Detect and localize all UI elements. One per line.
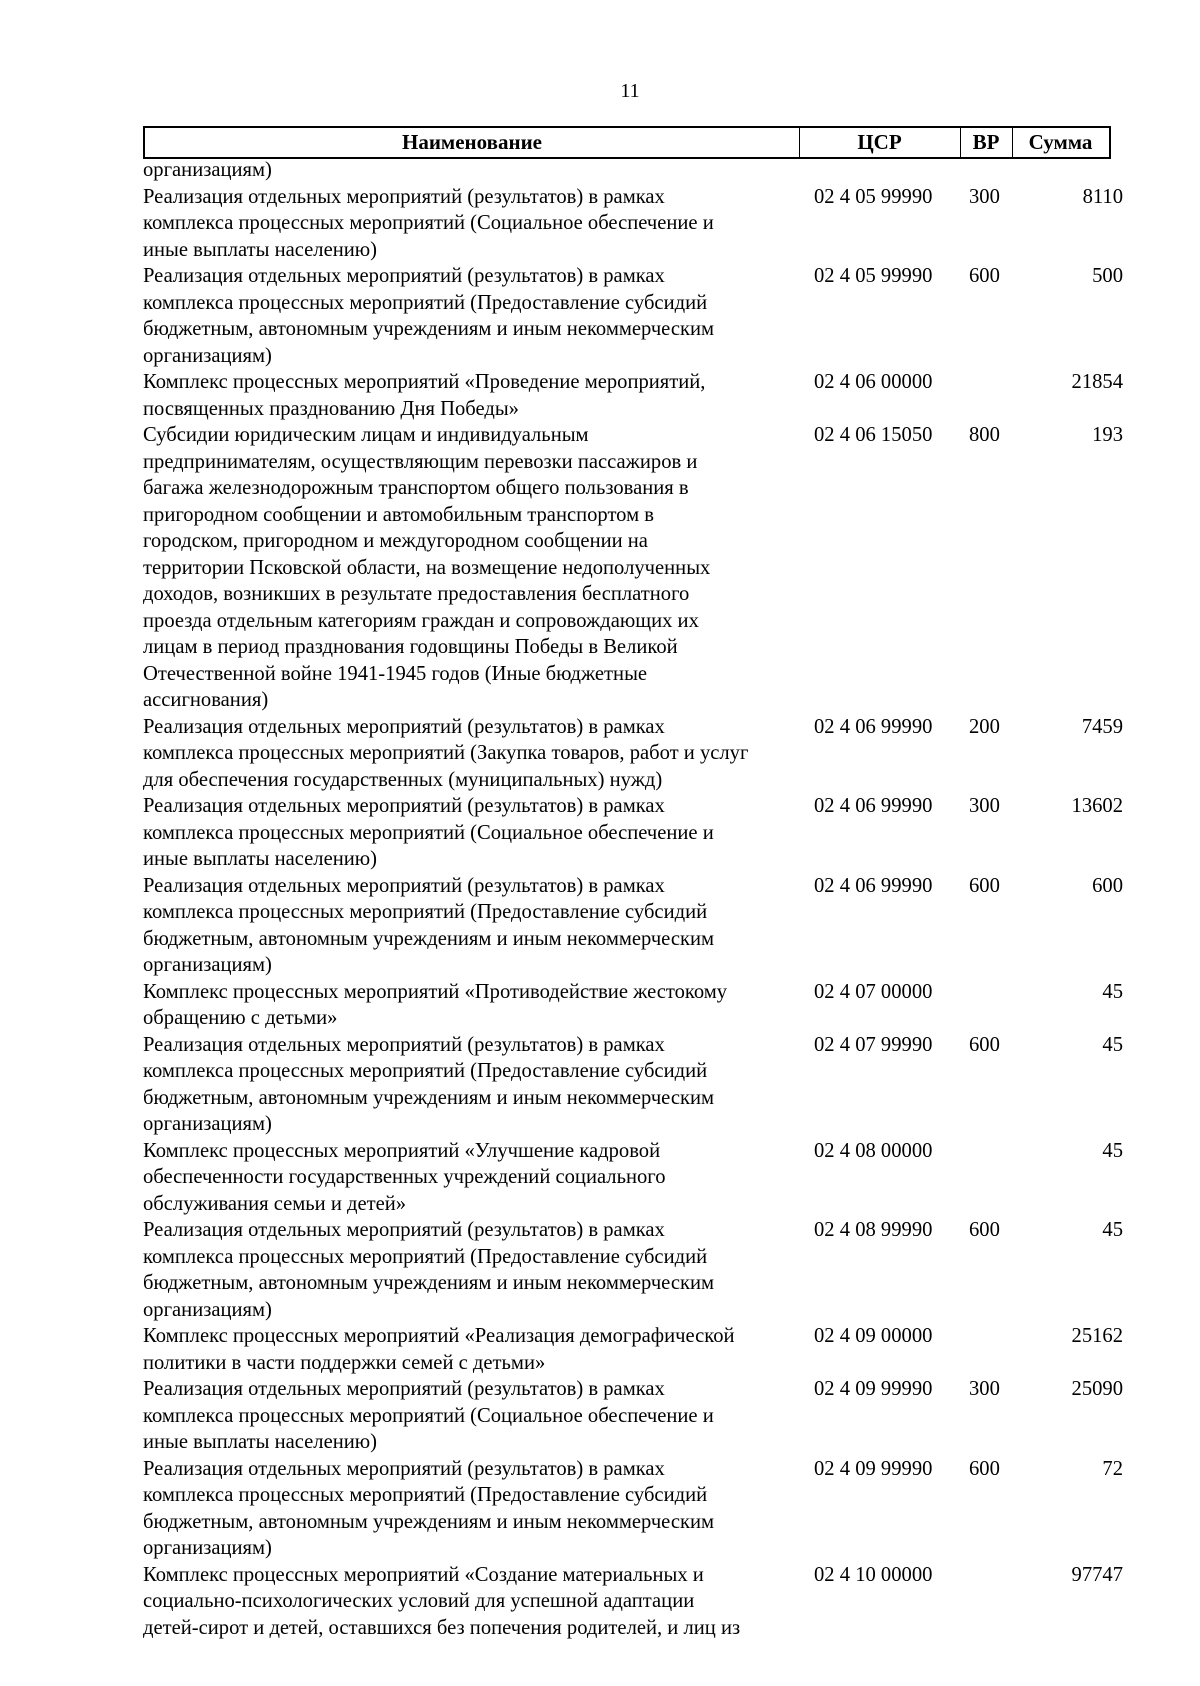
row-name xyxy=(143,1376,793,1456)
header-csr: ЦСР xyxy=(799,128,961,157)
header-name: Наименование xyxy=(145,128,800,157)
row-vr: 600 xyxy=(969,1219,1000,1241)
row-name xyxy=(143,1456,793,1562)
row-sum: 45 xyxy=(1102,1219,1123,1241)
row-name-line: иные выплаты населению) xyxy=(143,238,378,261)
table-row xyxy=(143,1217,1123,1323)
row-name-line: организациям) xyxy=(143,954,272,976)
row-name-line: комплекса процессных мероприятий (Социальное обеспечение и xyxy=(143,821,714,844)
table-row xyxy=(143,263,1123,369)
row-csr: 02 4 05 99990 xyxy=(814,185,933,208)
row-name-line: обращению с детьми» xyxy=(143,1007,338,1029)
row-name-line: комплекса процессных мероприятий (Закупка товаров, работ и услуг xyxy=(143,742,749,764)
row-sum: 7459 xyxy=(1081,715,1123,738)
row-vr: 300 xyxy=(969,185,1000,208)
row-name-line: Реализация отдельных мероприятий (результатов) в рамках xyxy=(143,874,665,897)
row-name-line: городском, пригородном и междугородном сообщении на xyxy=(143,530,648,552)
row-name-line: Комплекс процессных мероприятий «Противодействие жестокому xyxy=(143,980,728,1003)
row-name-line: лицам в период празднования годовщины Победы в Великой xyxy=(143,636,678,658)
row-sum: 8110 xyxy=(1082,185,1123,208)
row-csr: 02 4 09 99990 xyxy=(814,1378,933,1400)
row-csr: 02 4 06 99990 xyxy=(814,795,933,817)
row-name-line: иные выплаты населению) xyxy=(143,848,378,870)
row-name-line: Реализация отдельных мероприятий (результатов) в рамках xyxy=(143,795,665,817)
table-row xyxy=(143,1376,1123,1456)
row-name xyxy=(143,793,793,873)
row-name-line: политики в части поддержки семей с детьми» xyxy=(143,1351,546,1374)
row-name-line: бюджетным, автономным учреждениям и иным некоммерческим xyxy=(143,927,715,950)
row-name-line: Комплекс процессных мероприятий «Реализация демографической xyxy=(143,1325,735,1347)
row-sum: 45 xyxy=(1102,980,1123,1003)
row-sum: 25162 xyxy=(1071,1325,1123,1347)
row-name-line: предпринимателям, осуществляющим перевозки пассажиров и xyxy=(143,450,698,473)
table-header xyxy=(143,126,1111,159)
row-name-line: Реализация отдельных мероприятий (результатов) в рамках xyxy=(143,1033,665,1056)
row-name xyxy=(143,369,793,422)
row-csr: 02 4 10 00000 xyxy=(814,1563,933,1586)
row-name xyxy=(143,979,793,1032)
row-csr: 02 4 09 99990 xyxy=(814,1457,933,1480)
row-csr: 02 4 08 00000 xyxy=(814,1139,933,1162)
row-name xyxy=(143,1323,793,1376)
row-vr: 300 xyxy=(969,1378,1000,1400)
row-name-line: организациям) xyxy=(143,344,272,367)
row-name-line: бюджетным, автономным учреждениям и иным некоммерческим xyxy=(143,1272,715,1294)
row-vr: 600 xyxy=(969,265,1000,287)
row-name xyxy=(143,873,793,979)
row-vr: 600 xyxy=(969,1457,1000,1480)
table-row xyxy=(143,793,1123,873)
table-row xyxy=(143,1032,1123,1138)
row-csr: 02 4 06 99990 xyxy=(814,874,933,897)
row-sum: 45 xyxy=(1102,1139,1123,1162)
row-name-line: комплекса процессных мероприятий (Предоставление субсидий xyxy=(143,291,708,314)
row-name-line: комплекса процессных мероприятий (Предоставление субсидий xyxy=(143,1484,708,1506)
table-row xyxy=(143,1562,1123,1642)
row-name-line: Реализация отдельных мероприятий (результатов) в рамках xyxy=(143,1219,665,1241)
table-row xyxy=(143,184,1123,264)
table-row xyxy=(143,873,1123,979)
row-name-line: для обеспечения государственных (муниципальных) нужд) xyxy=(143,768,663,791)
row-csr: 02 4 06 15050 xyxy=(814,424,933,446)
row-name-line: Реализация отдельных мероприятий (результатов) в рамках xyxy=(143,185,665,208)
row-name-line: Реализация отдельных мероприятий (результатов) в рамках xyxy=(143,1378,665,1400)
table-row xyxy=(143,1456,1123,1562)
row-name-line: организациям) xyxy=(143,1113,272,1135)
row-sum: 21854 xyxy=(1071,371,1123,393)
row-name xyxy=(143,422,793,714)
row-name-line: обеспеченности государственных учреждений социального xyxy=(143,1166,666,1188)
row-name-line: проезда отдельным категориям граждан и сопровождающих их xyxy=(143,609,699,632)
row-name-line: посвященных празднованию Дня Победы» xyxy=(143,397,519,420)
table-row xyxy=(143,1323,1123,1376)
row-name-line: бюджетным, автономным учреждениям и иным некоммерческим xyxy=(143,1510,715,1533)
row-name-line: комплекса процессных мероприятий (Социальное обеспечение и xyxy=(143,1404,714,1427)
row-vr: 600 xyxy=(969,1033,1000,1056)
table-body xyxy=(143,157,1123,1641)
row-name-line: бюджетным, автономным учреждениям и иным некоммерческим xyxy=(143,1086,715,1109)
row-name xyxy=(143,714,793,794)
row-name-line: социально-психологических условий для успешной адаптации xyxy=(143,1590,695,1612)
row-name-line: багажа железнодорожным транспортом общего пользования в xyxy=(143,477,689,499)
table-row xyxy=(143,1138,1123,1218)
row-sum: 13602 xyxy=(1071,795,1123,817)
row-csr: 02 4 09 00000 xyxy=(814,1325,933,1347)
row-name-line: Реализация отдельных мероприятий (результатов) в рамках xyxy=(143,1457,665,1480)
row-sum: 25090 xyxy=(1071,1378,1123,1400)
row-name xyxy=(143,157,793,184)
row-vr: 300 xyxy=(969,795,1000,817)
row-sum: 500 xyxy=(1092,265,1123,287)
row-sum: 600 xyxy=(1092,874,1123,897)
row-name-line: пригородном сообщении и автомобильным транспортом в xyxy=(143,503,654,526)
page-number: 11 xyxy=(620,80,640,102)
row-name-line: комплекса процессных мероприятий (Социальное обеспечение и xyxy=(143,212,714,234)
row-name-line: детей-сирот и детей, оставшихся без попечения родителей, и лиц из xyxy=(143,1616,741,1639)
row-name-line: доходов, возникших в результате предоставления бесплатного xyxy=(143,583,690,605)
row-csr: 02 4 08 99990 xyxy=(814,1219,933,1241)
row-name-line: Реализация отдельных мероприятий (результатов) в рамках xyxy=(143,265,665,287)
row-name-line: ассигнования) xyxy=(143,689,269,711)
table-row xyxy=(143,369,1123,422)
row-name-line: организациям) xyxy=(143,159,272,181)
row-name-line: комплекса процессных мероприятий (Предоставление субсидий xyxy=(143,901,708,923)
table-row xyxy=(143,157,1123,184)
row-name xyxy=(143,184,793,264)
table-row xyxy=(143,422,1123,714)
row-name-line: Отечественной войне 1941-1945 годов (Иные бюджетные xyxy=(143,662,648,685)
row-name-line: обслуживания семьи и детей» xyxy=(143,1192,407,1215)
row-sum: 97747 xyxy=(1071,1563,1123,1586)
row-name-line: организациям) xyxy=(143,1537,272,1559)
row-name-line: Комплекс процессных мероприятий «Улучшение кадровой xyxy=(143,1139,661,1162)
header-vr: ВР xyxy=(960,128,1013,157)
row-vr: 600 xyxy=(969,874,1000,897)
header-sum: Сумма xyxy=(1028,130,1093,154)
row-sum: 72 xyxy=(1102,1457,1123,1480)
row-csr: 02 4 07 99990 xyxy=(814,1033,933,1056)
row-name-line: комплекса процессных мероприятий (Предоставление субсидий xyxy=(143,1060,708,1082)
row-name-line: организациям) xyxy=(143,1298,272,1321)
row-name-line: бюджетным, автономным учреждениям и иным некоммерческим xyxy=(143,318,715,340)
row-name xyxy=(143,1562,793,1642)
row-sum: 193 xyxy=(1092,424,1123,446)
row-vr: 800 xyxy=(969,424,1000,446)
row-name-line: Комплекс процессных мероприятий «Проведение мероприятий, xyxy=(143,371,706,393)
row-vr: 200 xyxy=(969,715,1000,738)
table-row xyxy=(143,979,1123,1032)
table-row xyxy=(143,714,1123,794)
row-name-line: Реализация отдельных мероприятий (результатов) в рамках xyxy=(143,715,665,738)
row-name xyxy=(143,1032,793,1138)
row-name-line: комплекса процессных мероприятий (Предоставление субсидий xyxy=(143,1245,708,1268)
row-name xyxy=(143,1217,793,1323)
row-csr: 02 4 05 99990 xyxy=(814,265,933,287)
row-csr: 02 4 06 00000 xyxy=(814,371,933,393)
row-name-line: территории Псковской области, на возмещение недополученных xyxy=(143,556,711,579)
row-name-line: Субсидии юридическим лицам и индивидуальным xyxy=(143,424,589,446)
row-name-line: иные выплаты населению) xyxy=(143,1431,378,1453)
row-name xyxy=(143,263,793,369)
row-sum: 45 xyxy=(1102,1033,1123,1056)
row-csr: 02 4 06 99990 xyxy=(814,715,933,738)
row-name-line: Комплекс процессных мероприятий «Создание материальных и xyxy=(143,1563,704,1586)
row-name xyxy=(143,1138,793,1218)
row-csr: 02 4 07 00000 xyxy=(814,980,933,1003)
